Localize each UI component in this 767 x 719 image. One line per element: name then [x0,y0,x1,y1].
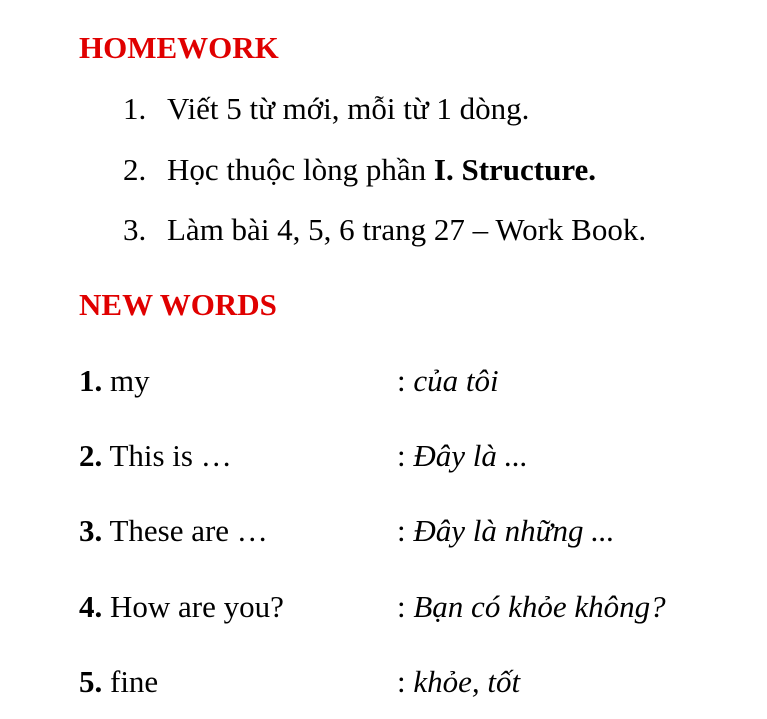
homework-item-text: Học thuộc lòng phần [167,152,434,187]
homework-item-text: Làm bài 4, 5, 6 trang 27 – Work Book. [167,212,647,247]
word-definition [397,589,666,625]
word-definition [397,363,499,399]
homework-item [123,91,529,127]
homework-item-number: 1. [123,91,147,126]
new-words-heading: NEW WORDS [79,287,277,322]
homework-heading: HOMEWORK [79,30,279,65]
homework-item [123,212,646,248]
word-row [79,438,739,474]
word-term: my [102,363,150,398]
word-colon: : [397,363,414,398]
word-definition [397,513,615,549]
word-definition [397,664,520,700]
word-number: 1. [79,363,103,398]
word-colon: : [397,438,414,473]
word-meaning: Đây là ... [413,438,528,473]
word-colon: : [397,513,414,548]
word-term: fine [102,664,159,699]
word-term: How are you? [102,589,284,624]
word-number: 3. [79,513,103,548]
word-meaning: của tôi [413,363,499,398]
word-meaning: khỏe, tốt [413,664,521,699]
word-definition [397,438,528,474]
word-meaning: Đây là những ... [413,513,615,548]
word-row [79,363,739,399]
homework-item [123,152,596,188]
word-number: 2. [79,438,103,473]
word-row [79,664,739,700]
word-term: This is … [102,438,232,473]
word-colon: : [397,589,414,624]
word-number: 5. [79,664,103,699]
homework-item-number: 2. [123,152,147,187]
word-meaning: Bạn có khỏe không? [413,589,666,624]
word-colon: : [397,664,414,699]
word-term: These are … [102,513,268,548]
homework-item-text: Viết 5 từ mới, mỗi từ 1 dòng. [167,91,530,126]
word-row [79,589,739,625]
word-row [79,513,739,549]
word-number: 4. [79,589,103,624]
homework-item-number: 3. [123,212,147,247]
homework-item-bold-text: I. Structure. [433,152,597,187]
